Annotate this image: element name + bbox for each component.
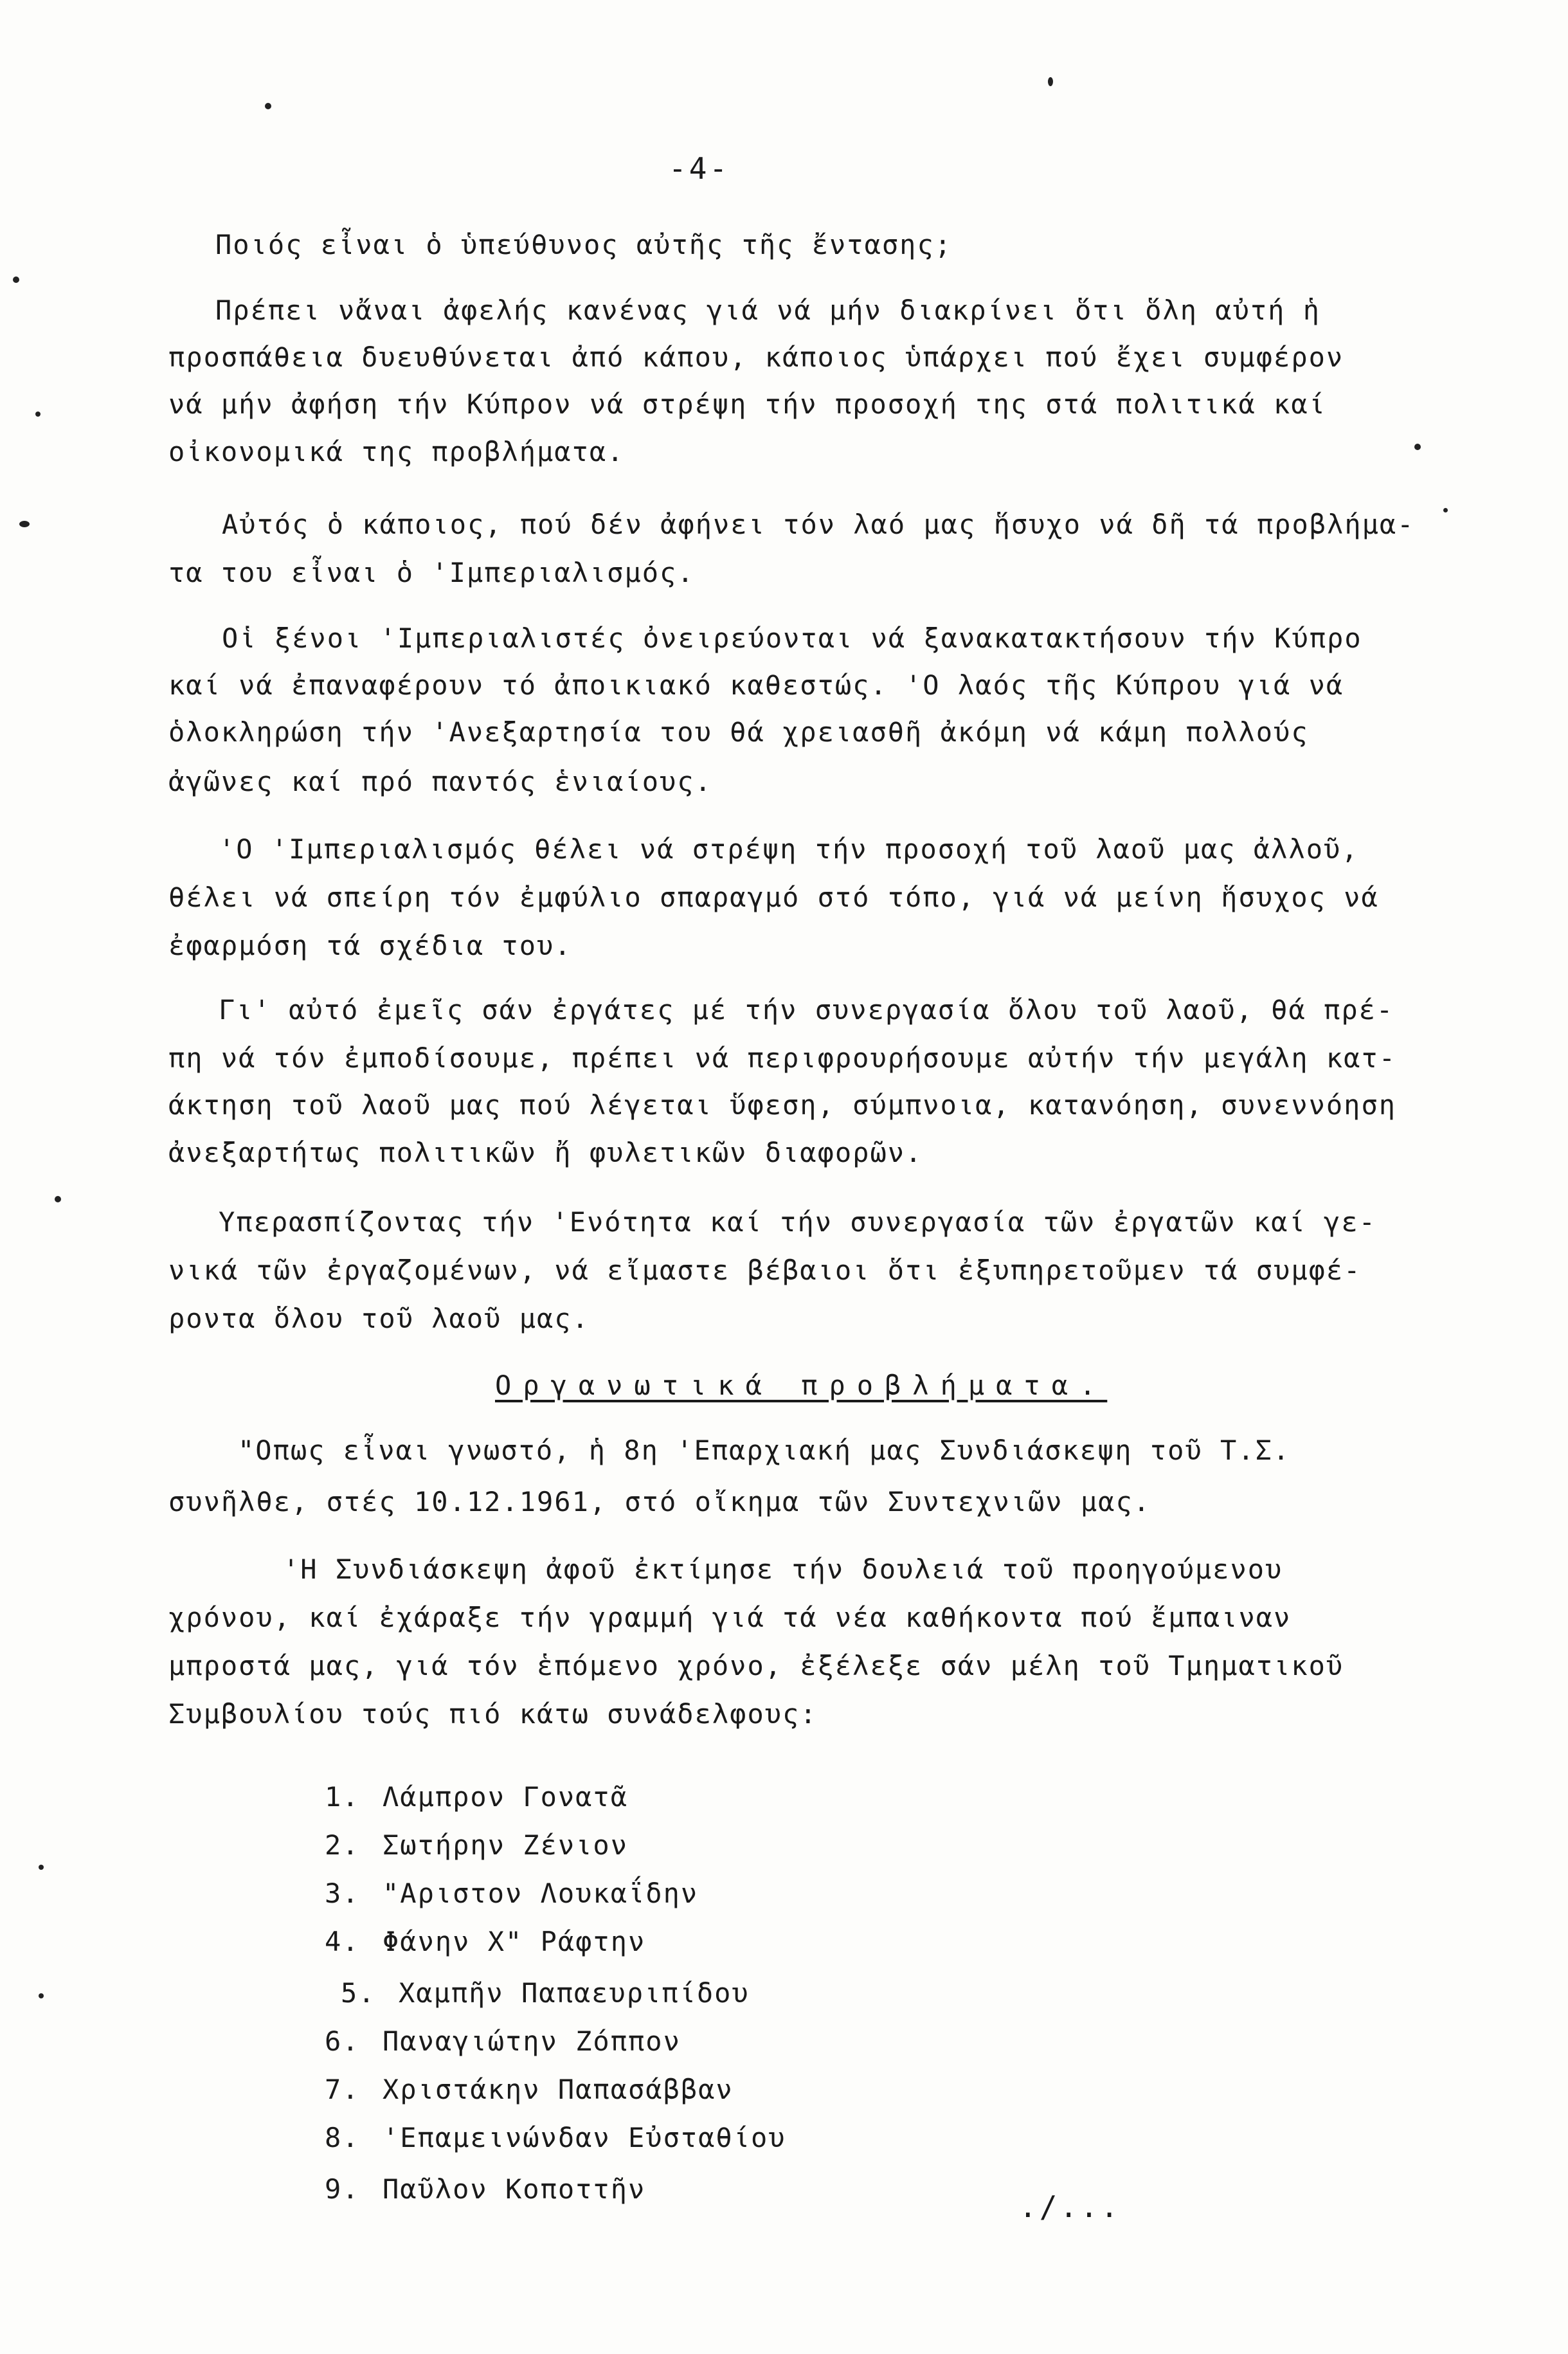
member-name: Λάμπρον Γονατᾶ: [383, 1781, 629, 1813]
scan-speck: [13, 276, 19, 283]
text-line: 'Ο 'Ιμπεριαλισμός θέλει νά στρέψη τήν προσοχή τοῦ λαοῦ μας ἀλλοῦ,: [219, 833, 1359, 865]
member-name: Χαμπῆν Παπαευριπίδου: [399, 1977, 750, 2009]
member-number: 7.: [325, 2074, 360, 2105]
member-item: [325, 2025, 681, 2057]
continuation-mark: ./...: [1019, 2189, 1121, 2224]
scan-speck: [265, 103, 271, 109]
member-number: 4.: [325, 1926, 360, 1957]
text-line: τα του εἶναι ὁ 'Ιμπεριαλισμός.: [168, 557, 695, 588]
scan-speck: [1414, 444, 1421, 450]
text-line: χρόνου, καί ἐχάραξε τήν γραμμή γιά τά νέα καθήκοντα πού ἔμπαιναν: [168, 1602, 1292, 1633]
member-item: [325, 1781, 628, 1813]
scan-speck: [1048, 77, 1053, 86]
member-name: 'Επαμεινώνδαν Εὐσταθίου: [383, 2122, 786, 2153]
text-line: 'Η Συνδιάσκεψη ἀφοῦ ἐκτίμησε τήν δουλειά τοῦ προηγούμενου: [283, 1553, 1283, 1585]
text-line: θέλει νά σπείρη τόν ἐμφύλιο σπαραγμό στό τόπο, γιά νά μείνη ἥσυχος νά: [168, 882, 1379, 913]
section-heading: Οργανωτικά προβλήματα.: [495, 1370, 1108, 1401]
scan-speck: [1443, 508, 1448, 512]
text-line: ροντα ὅλου τοῦ λαοῦ μας.: [168, 1303, 590, 1334]
member-name: Παῦλον Κοποττῆν: [383, 2173, 646, 2205]
text-line: οἰκονομικά της προβλήματα.: [168, 436, 625, 467]
text-line: Γι' αὐτό ἐμεῖς σάν ἐργάτες μέ τήν συνεργασία ὅλου τοῦ λαοῦ, θά πρέ-: [219, 994, 1394, 1026]
member-name: Φάνην Χ" Ράφτην: [383, 1926, 646, 1957]
text-line: Συμβουλίου τούς πιό κάτω συνάδελφους:: [168, 1698, 818, 1730]
text-line: Οἱ ξένοι 'Ιμπεριαλιστές ὀνειρεύονται νά ξανακατακτήσουν τήν Κύπρο: [222, 622, 1362, 654]
member-name: Χριστάκην Παπασάββαν: [383, 2074, 734, 2105]
member-number: 1.: [325, 1781, 360, 1813]
member-item: [325, 1829, 628, 1861]
text-line: ἐφαρμόση τά σχέδια του.: [168, 930, 572, 961]
member-item: [325, 1926, 645, 1957]
text-line: συνῆλθε, στές 10.12.1961, στό οἴκημα τῶν Συντεχνιῶν μας.: [168, 1486, 1151, 1517]
text-line: Ποιός εἶναι ὁ ὑπεύθυνος αὐτῆς τῆς ἔντασης;: [215, 229, 953, 260]
member-number: 5.: [341, 1977, 376, 2009]
text-line: νά μήν ἀφήση τήν Κύπρον νά στρέψη τήν προσοχή της στά πολιτικά καί: [168, 388, 1326, 420]
scan-speck: [39, 1865, 44, 1870]
text-line: μπροστά μας, γιά τόν ἑπόμενο χρόνο, ἐξέλεξε σάν μέλη τοῦ Τμηματικοῦ: [168, 1650, 1344, 1681]
text-line: καί νά ἐπαναφέρουν τό ἀποικιακό καθεστώς. 'Ο λαός τῆς Κύπρου γιά νά: [168, 669, 1344, 701]
text-line: νικά τῶν ἐργαζομένων, νά εἴμαστε βέβαιοι ὅτι ἐξυπηρετοῦμεν τά συμφέ-: [168, 1254, 1362, 1286]
text-line: Υπερασπίζοντας τήν 'Ενότητα καί τήν συνεργασία τῶν ἐργατῶν καί γε-: [219, 1206, 1376, 1238]
text-line: Πρέπει νἄναι ἀφελής κανένας γιά νά μήν διακρίνει ὅτι ὅλη αὐτή ἡ: [215, 294, 1321, 326]
page-number: -4-: [669, 151, 730, 186]
text-line: ὁλοκληρώση τήν 'Ανεξαρτησία του θά χρειασθῆ ἀκόμη νά κάμη πολλούς: [168, 716, 1309, 748]
member-item: [325, 2173, 645, 2205]
text-line: "Οπως εἶναι γνωστό, ἡ 8η 'Επαρχιακή μας Συνδιάσκεψη τοῦ Τ.Σ.: [238, 1435, 1291, 1466]
member-number: 9.: [325, 2173, 360, 2205]
member-number: 2.: [325, 1829, 360, 1861]
member-name: Σωτήρην Ζένιον: [383, 1829, 629, 1861]
text-line: ἀνεξαρτήτως πολιτικῶν ἤ φυλετικῶν διαφορῶν.: [168, 1137, 923, 1168]
scan-speck: [39, 1993, 44, 1998]
scan-speck: [19, 521, 30, 527]
member-name: "Αριστον Λουκαΐδην: [383, 1878, 699, 1909]
text-line: προσπάθεια δυευθύνεται ἀπό κάπου, κάποιος ὑπάρχει πού ἔχει συμφέρον: [168, 341, 1344, 373]
member-item: [341, 1977, 750, 2009]
text-line: άκτηση τοῦ λαοῦ μας πού λέγεται ὕφεση, σύμπνοια, κατανόηση, συνεννόηση: [168, 1089, 1397, 1121]
member-number: 6.: [325, 2025, 360, 2057]
text-line: Αὐτός ὁ κάποιος, πού δέν ἀφήνει τόν λαό μας ἥσυχο νά δῆ τά προβλήμα-: [222, 509, 1415, 540]
member-item: [325, 1878, 698, 1909]
text-line: πη νά τόν ἐμποδίσουμε, πρέπει νά περιφρουρήσουμε αὐτήν τήν μεγάλη κατ-: [168, 1042, 1397, 1074]
text-line: ἀγῶνες καί πρό παντός ἑνιαίους.: [168, 766, 712, 797]
member-number: 3.: [325, 1878, 360, 1909]
member-number: 8.: [325, 2122, 360, 2153]
member-name: Παναγιώτην Ζόππον: [383, 2025, 681, 2057]
member-item: [325, 2122, 786, 2153]
scan-speck: [55, 1196, 61, 1202]
member-item: [325, 2074, 734, 2105]
scan-speck: [35, 412, 41, 417]
